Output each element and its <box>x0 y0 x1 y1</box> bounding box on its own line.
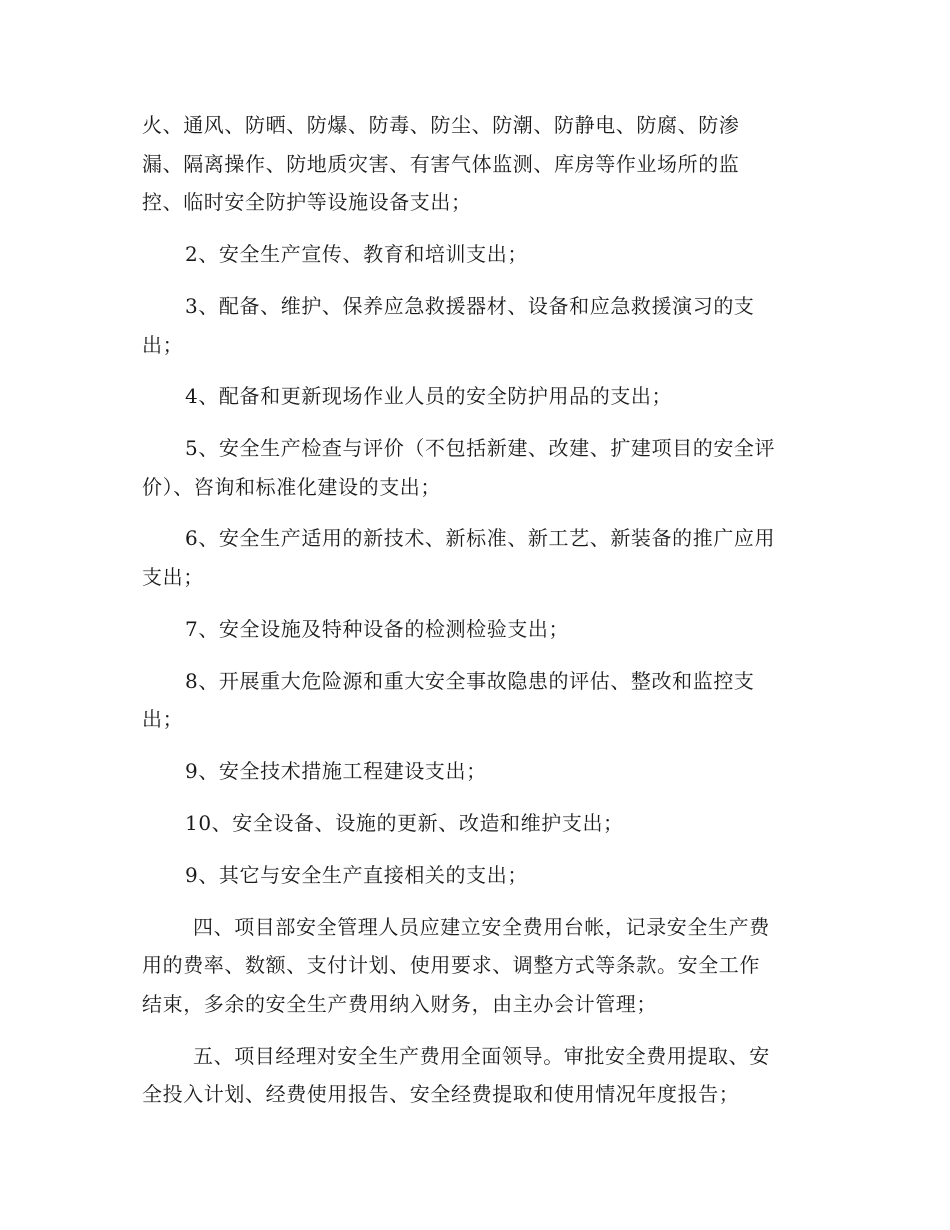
text-line: 出； <box>142 333 184 357</box>
paragraph-line: 四、项目部安全管理人员应建立安全费用台帐，记录安全生产费 <box>193 915 770 939</box>
list-item: 6、安全生产适用的新技术、新标准、新工艺、新装备的推广应用 <box>185 526 776 550</box>
text-line: 全投入计划、经费使用报告、安全经费提取和使用情况年度报告； <box>142 1082 740 1106</box>
text-line: 出； <box>142 707 184 731</box>
text-line: 火、通风、防晒、防爆、防毒、防尘、防潮、防静电、防腐、防渗 <box>142 113 740 137</box>
list-item: 9、安全技术措施工程建设支出； <box>185 759 487 783</box>
list-item: 5、安全生产检查与评价（不包括新建、改建、扩建项目的安全评 <box>185 436 776 460</box>
list-item: 8、开展重大危险源和重大安全事故隐患的评估、整改和监控支 <box>185 669 755 693</box>
text-line: 结束，多余的安全生产费用纳入财务，由主办会计管理； <box>142 992 657 1016</box>
list-item: 2、安全生产宣传、教育和培训支出； <box>185 242 528 266</box>
text-line: 漏、隔离操作、防地质灾害、有害气体监测、库房等作业场所的监 <box>142 152 740 176</box>
paragraph-line: 五、项目经理对安全生产费用全面领导。审批安全费用提取、安 <box>193 1044 770 1068</box>
list-item: 10、安全设备、设施的更新、改造和维护支出； <box>185 811 624 835</box>
list-item: 9、其它与安全生产直接相关的支出； <box>185 863 528 887</box>
text-line: 控、临时安全防护等设施设备支出； <box>142 190 472 214</box>
text-line: 用的费率、数额、支付计划、使用要求、调整方式等条款。安全工作 <box>142 953 760 977</box>
list-item: 3、配备、维护、保养应急救援器材、设备和应急救援演习的支 <box>185 294 755 318</box>
text-line: 价）、咨询和标准化建设的支出； <box>142 475 441 499</box>
list-item: 7、安全设施及特种设备的检测检验支出； <box>185 617 570 641</box>
text-line: 支出； <box>142 565 204 589</box>
list-item: 4、配备和更新现场作业人员的安全防护用品的支出； <box>185 384 673 408</box>
